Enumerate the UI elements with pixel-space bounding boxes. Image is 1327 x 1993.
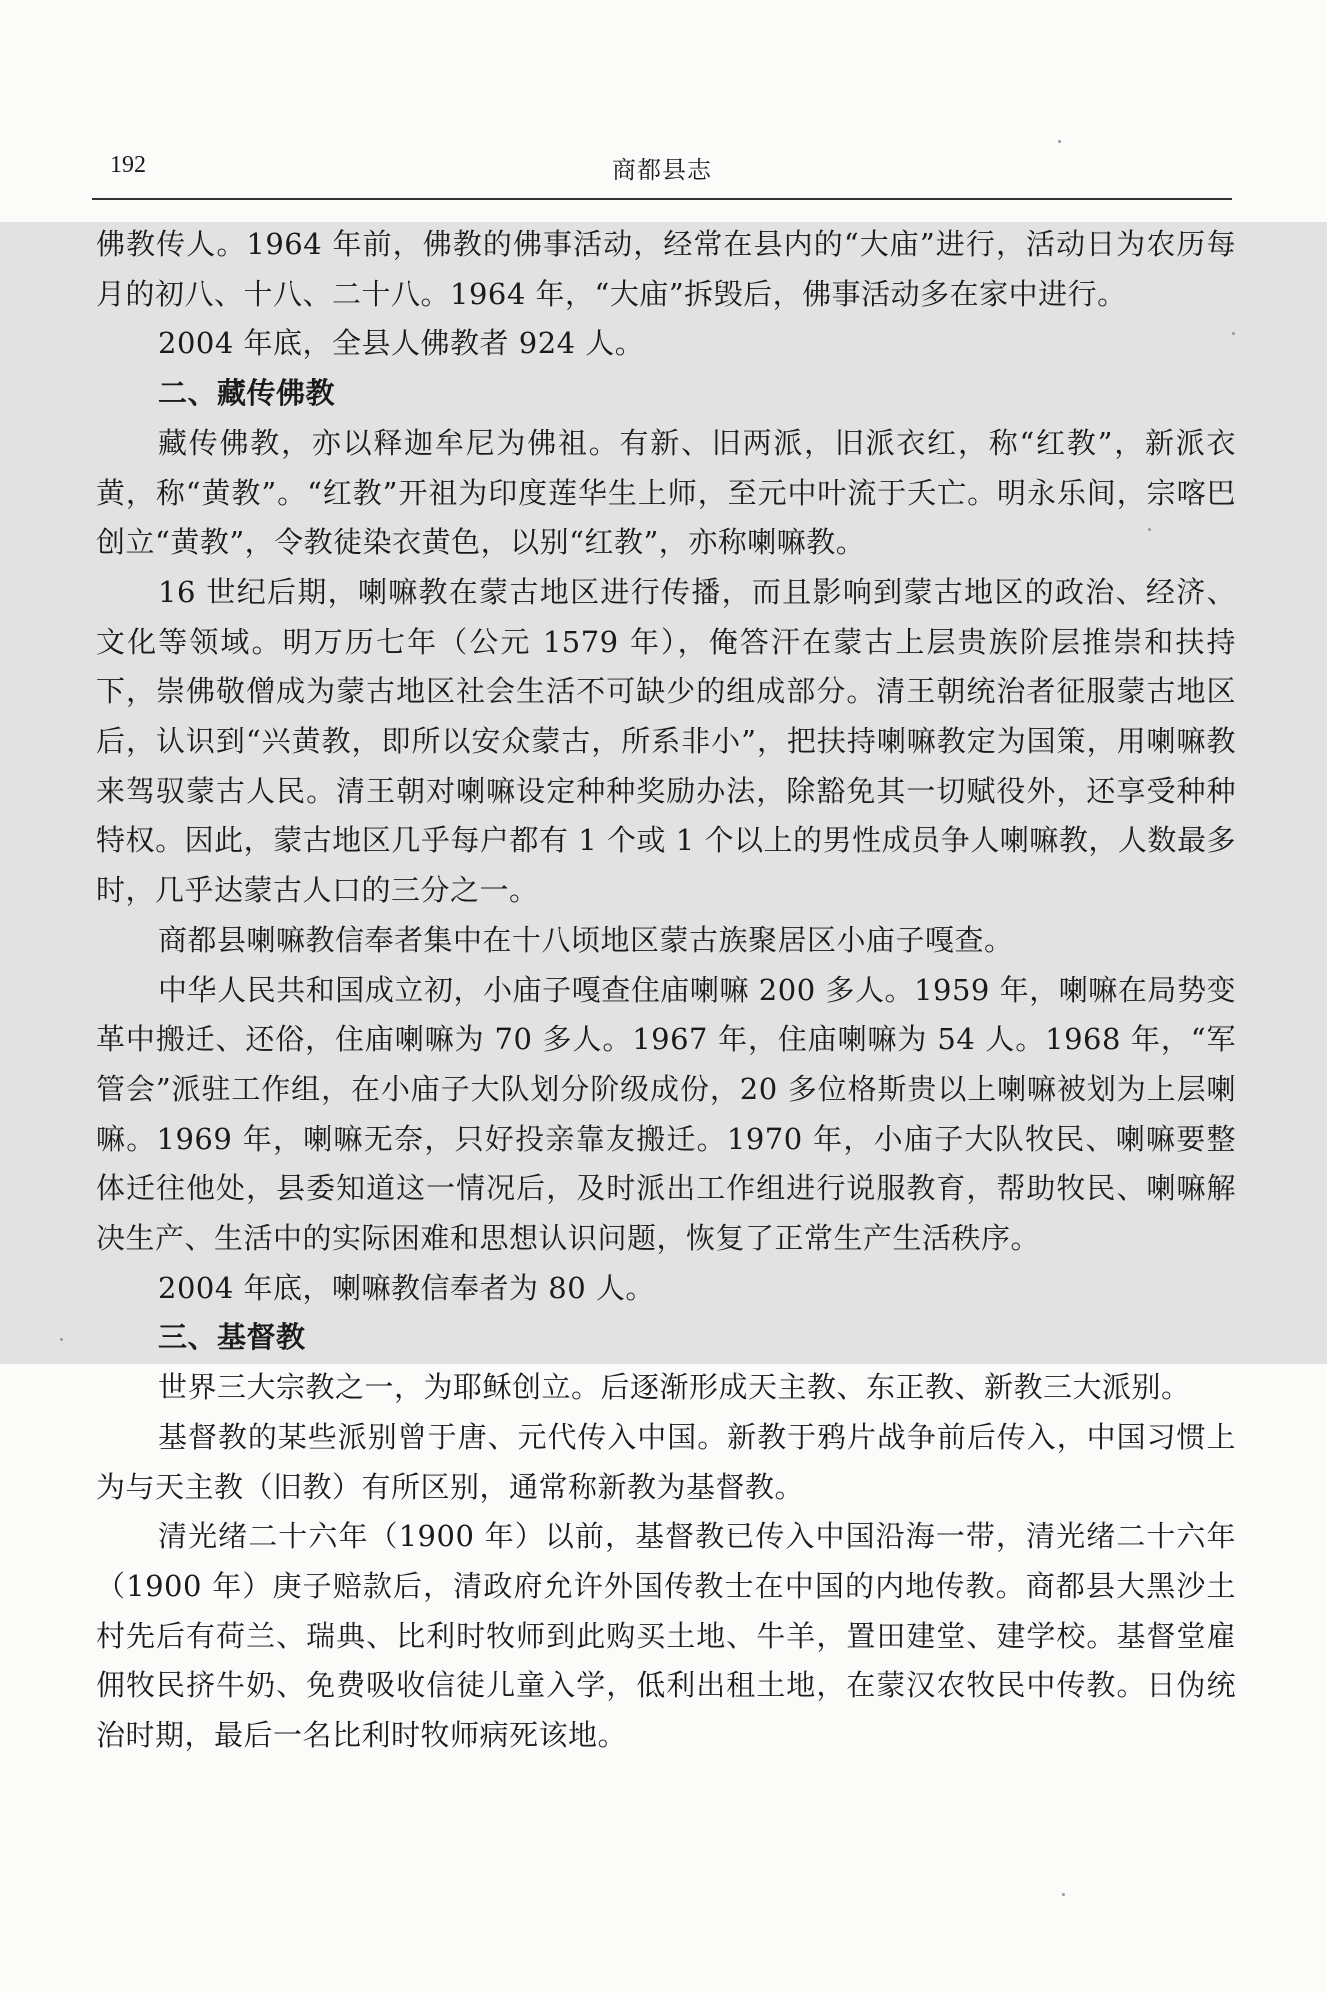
paragraph: 16 世纪后期，喇嘛教在蒙古地区进行传播，而且影响到蒙古地区的政治、经济、文化等领域。明万历七年（公元 1579 年），俺答汗在蒙古上层贵族阶层推崇和扶持下，崇佛敬僧成为蒙古地区社会生活不可缺少的组成部分。清王朝统治者征服蒙古地区后，认识到“兴黄教，即所以安众蒙古，所系非小”，把扶持喇嘛教定为国策，用喇嘛教来驾驭蒙古人民。清王朝对喇嘛设定种种奖励办法，除豁免其一切赋役外，还享受种种特权。因此，蒙古地区几乎每户都有 1 个或 1 个以上的男性成员争人喇嘛教，人数最多时，几乎达蒙古人口的三分之一。 — [96, 574, 1236, 908]
scan-speck — [60, 1338, 63, 1341]
paragraph: 2004 年底，喇嘛教信奉者为 80 人。 — [158, 1270, 655, 1305]
paragraph: 藏传佛教，亦以释迦牟尼为佛祖。有新、旧两派，旧派衣红，称“红教”，新派衣黄，称“黄教”。“红教”开祖为印度莲华生上师，至元中叶流于夭亡。明永乐间，宗喀巴创立“黄教”，令教徒染衣黄色，以别“红教”，亦称喇嘛教。 — [96, 425, 1236, 560]
section-heading: 三、基督教 — [158, 1320, 306, 1355]
paragraph: 世界三大宗教之一，为耶稣创立。后逐渐形成天主教、东正教、新教三大派别。 — [158, 1370, 1191, 1405]
paragraph: 商都县喇嘛教信奉者集中在十八顷地区蒙古族聚居区小庙子嘎查。 — [158, 922, 1014, 957]
paragraph: 清光绪二十六年（1900 年）以前，基督教已传入中国沿海一带，清光绪二十六年（1900 年）庚子赔款后，清政府允许外国传教士在中国的内地传教。商都县大黑沙土村先后有荷兰、瑞典、比利时牧师到此购买土地、牛羊，置田建堂、建学校。基督堂雇佣牧民挤牛奶、免费吸收信徒儿童入学，低利出租土地，在蒙汉农牧民中传教。日伪统治时期，最后一名比利时牧师病死该地。 — [96, 1519, 1236, 1753]
paragraph: 佛教传人。1964 年前，佛教的佛事活动，经常在县内的“大庙”进行，活动日为农历每月的初八、十八、二十八。1964 年，“大庙”拆毁后，佛事活动多在家中进行。 — [96, 227, 1236, 311]
body-text — [96, 220, 1236, 1761]
page-number: 192 — [110, 152, 146, 178]
paragraph: 基督教的某些派别曾于唐、元代传入中国。新教于鸦片战争前后传入，中国习惯上为与天主教（旧教）有所区别，通常称新教为基督教。 — [96, 1419, 1236, 1504]
paragraph: 中华人民共和国成立初，小庙子嘎查住庙喇嘛 200 多人。1959 年，喇嘛在局势变革中搬迁、还俗，住庙喇嘛为 70 多人。1967 年，住庙喇嘛为 54 人。1968 年，“军管会”派驻工作组，在小庙子大队划分阶级成份，20 多位格斯贵以上喇嘛被划为上层喇嘛。1969 年，喇嘛无奈，只好投亲靠友搬迁。1970 年，小庙子大队牧民、喇嘛要整体迁往他处，县委知道这一情况后，及时派出工作组进行说服教育，帮助牧民、喇嘛解决生产、生活中的实际困难和思想认识问题，恢复了正常生产生活秩序。 — [96, 972, 1236, 1256]
scan-speck — [1062, 1893, 1065, 1896]
running-title: 商都县志 — [612, 156, 712, 184]
scan-speck — [1058, 140, 1061, 143]
scan-speck — [1148, 528, 1151, 531]
scan-speck — [1232, 332, 1235, 335]
paragraph: 2004 年底，全县人佛教者 924 人。 — [158, 326, 645, 361]
section-heading: 二、藏传佛教 — [158, 376, 336, 411]
page-header — [92, 148, 1232, 200]
